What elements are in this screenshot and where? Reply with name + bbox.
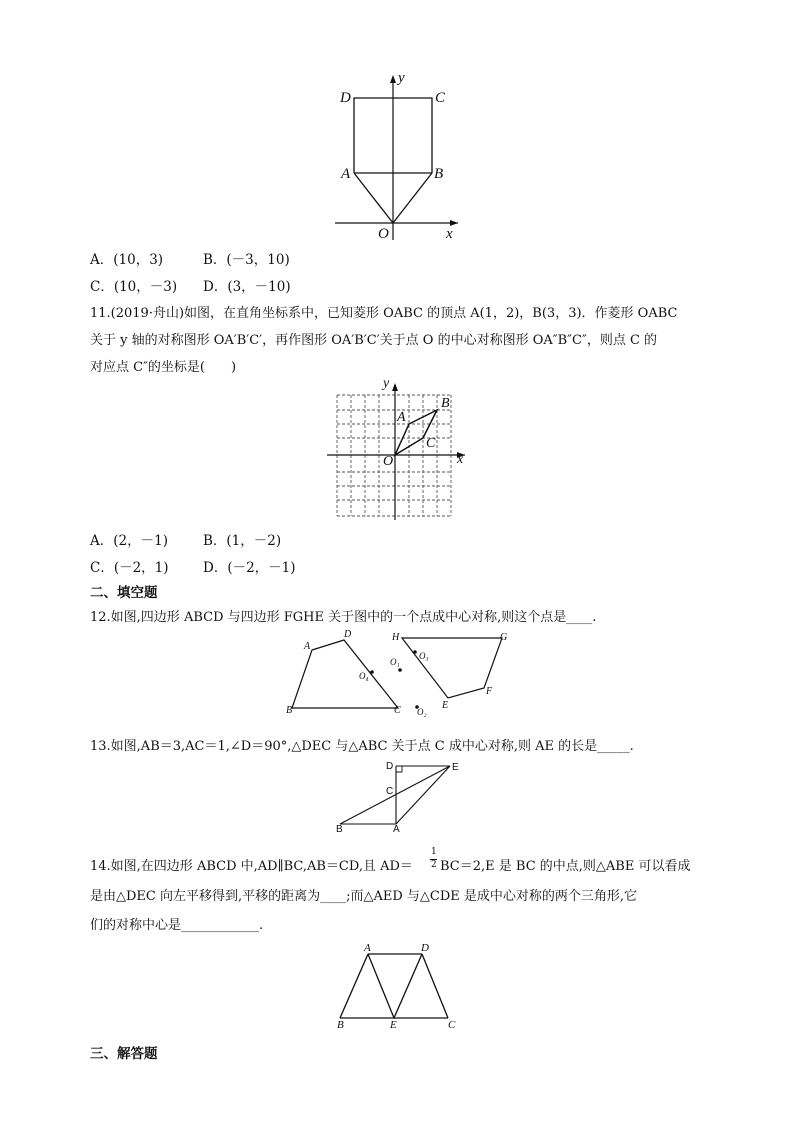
fig14-label-B: B <box>337 1019 344 1031</box>
fig12-label-G: G <box>500 632 508 643</box>
fig12-label-F: F <box>486 686 493 697</box>
q11-option-c: C．(－2，1) <box>90 560 169 576</box>
fig12-label-B: B <box>286 705 293 716</box>
fig13-label-D: D <box>386 761 394 772</box>
fig13-label-E: E <box>452 762 459 773</box>
q10-option-c: C．(10，－3) <box>90 279 178 295</box>
q14-line-1a: 14.如图,在四边形 ABCD 中,AD∥BC,AB＝CD,且 AD＝ <box>90 859 413 874</box>
q11-line-3: 对应点 C″的坐标是( ) <box>90 360 237 375</box>
fig10-label-A: A <box>341 166 351 182</box>
fig12-label-O2: O₂ <box>417 707 427 717</box>
fig10-label-C: C <box>435 90 446 106</box>
fig11-label-y: y <box>383 376 390 391</box>
fig14-label-E: E <box>390 1019 397 1031</box>
fig14-label-D: D <box>421 942 429 954</box>
q12-text: 12.如图,四边形 ABCD 与四边形 FGHE 关于图中的一个点成中心对称,则这个点是____. <box>90 610 597 625</box>
fig11-label-B: B <box>441 396 450 411</box>
q14-line-3: 们的对称中心是____________. <box>90 918 264 933</box>
q14-fraction-denominator: 2 <box>431 860 437 870</box>
fig10-label-D: D <box>340 90 351 106</box>
fig11-label-O: O <box>383 454 394 469</box>
q13-text: 13.如图,AB＝3,AC＝1,∠D＝90°,△DEC 与△ABC 关于点 C 成中心对称,则 AE 的长是_____. <box>90 739 634 754</box>
fig11-label-C: C <box>426 436 436 451</box>
fig10-label-B: B <box>434 166 444 182</box>
fig13-label-C: C <box>386 786 394 797</box>
fig14-label-C: C <box>448 1019 456 1031</box>
fig13-label-B: B <box>336 824 343 835</box>
fig10-label-O: O <box>378 226 389 242</box>
q14-line-1b: BC＝2,E 是 BC 的中点,则△ABE 可以看成 <box>440 859 691 874</box>
fig10-label-x: x <box>446 226 453 242</box>
fig12-label-O1: O₁ <box>390 657 400 667</box>
fig12-label-D: D <box>344 629 352 640</box>
q11-option-d: D．(－2，－1) <box>203 560 296 576</box>
q10-option-a: A．(10，3) <box>90 252 164 268</box>
q10-option-b: B．(－3，10) <box>203 252 290 268</box>
section-heading-solve: 三、解答题 <box>90 1046 158 1062</box>
q10-figure <box>330 70 470 245</box>
fig12-label-O4: O₄ <box>359 671 369 681</box>
fig12-label-H: H <box>392 632 400 643</box>
q11-grid-figure <box>325 380 475 522</box>
q11-line-2: 关于 y 轴的对称图形 OA′B′C′，再作图形 OA′B′C′关于点 O 的中心对称图形 OA″B″C″，则点 C 的 <box>90 333 658 348</box>
q13-figure <box>330 758 470 838</box>
q11-option-b: B．(1，－2) <box>203 533 282 549</box>
fig10-label-y: y <box>398 70 405 86</box>
q14-fraction-numerator: 1 <box>431 847 437 857</box>
fig13-label-A: A <box>393 824 400 835</box>
q10-option-d: D．(3，－10) <box>203 279 291 295</box>
fig11-label-A: A <box>397 410 406 425</box>
q11-line-1: 11.(2019·舟山)如图，在直角坐标系中，已知菱形 OABC 的顶点 A(1，2)，B(3，3)．作菱形 OABC <box>90 306 678 321</box>
section-heading-fill-in: 二、填空题 <box>90 585 158 601</box>
fig11-label-x: x <box>457 452 464 467</box>
fig12-label-O3: O₃ <box>419 651 429 661</box>
fig12-label-A: A <box>304 641 311 652</box>
q11-option-a: A．(2，－1) <box>90 533 168 549</box>
fig14-label-A: A <box>364 942 371 954</box>
fig12-label-C: C <box>394 705 401 716</box>
fig12-label-E: E <box>442 700 449 711</box>
q14-line-2: 是由△DEC 向左平移得到,平移的距离为____;而△AED 与△CDE 是成中心对称的两个三角形,它 <box>90 889 638 904</box>
